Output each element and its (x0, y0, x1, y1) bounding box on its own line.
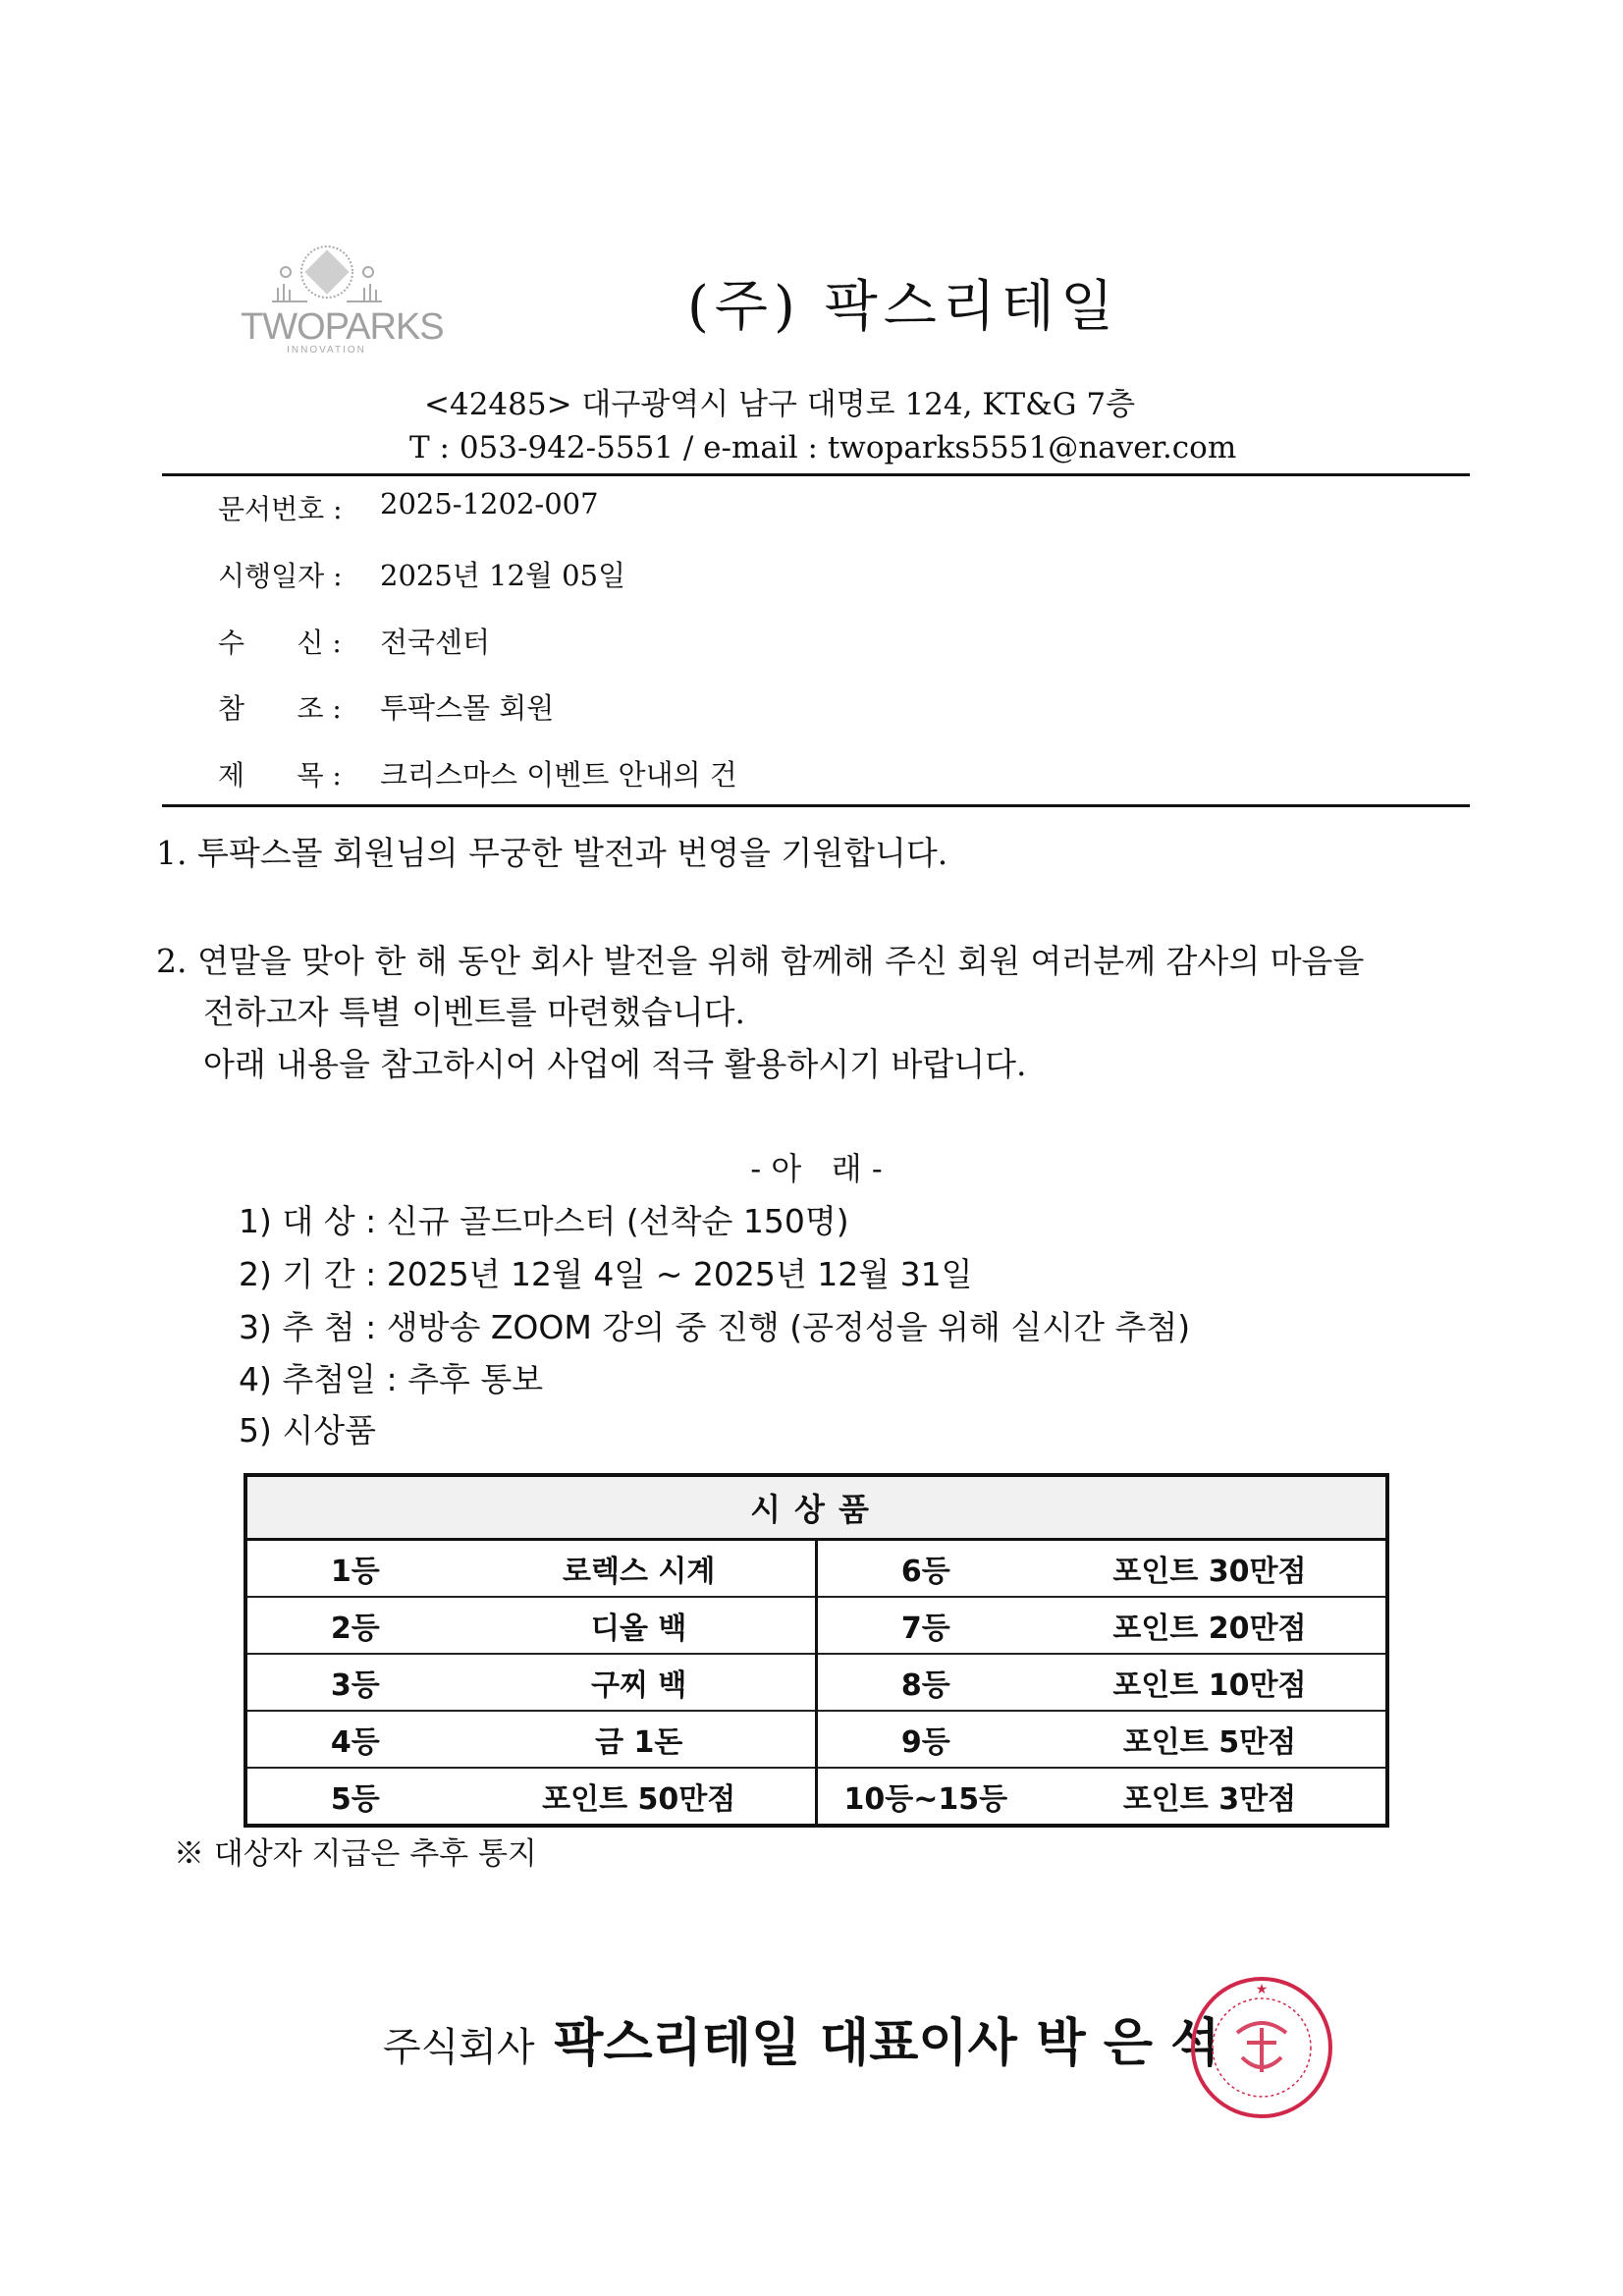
signature-line (383, 2001, 1219, 2075)
paragraph-2-line-3: 아래 내용을 참고하시어 사업에 적극 활용하시기 바랍니다. (203, 1045, 1027, 1083)
company-seal-icon (1188, 1974, 1335, 2121)
prize-rank: 2등 (245, 1597, 463, 1654)
doc-number-value: 2025-1202-007 (380, 487, 599, 520)
prize-table (243, 1473, 1389, 1828)
logo-wordmark: TWOPARKS (241, 306, 444, 348)
prize-name: 포인트 30만점 (1034, 1540, 1387, 1598)
reference-value: 투팍스몰 회원 (380, 691, 555, 725)
reference-label: 참 조 : (218, 692, 342, 725)
prize-rank: 1등 (245, 1540, 463, 1598)
prize-name: 포인트 50만점 (463, 1768, 817, 1826)
prize-row (245, 1711, 1387, 1768)
issue-date-value: 2025년 12월 05일 (380, 559, 626, 592)
prize-name: 포인트 10만점 (1034, 1654, 1387, 1711)
item-target: 1) 대 상 : 신규 골드마스터 (선착순 150명) (239, 1202, 849, 1240)
subject-label: 제 목 : (218, 759, 342, 792)
prize-rank: 6등 (816, 1540, 1034, 1598)
prize-name: 디올 백 (463, 1597, 817, 1654)
signature-name: 박 은 석 (1036, 2014, 1220, 2073)
logo-subtext: INNOVATION (287, 345, 366, 355)
prize-table-header: 시상품 (245, 1475, 1387, 1540)
prize-name: 포인트 3만점 (1034, 1768, 1387, 1826)
prize-rank: 7등 (816, 1597, 1034, 1654)
paragraph-2-line-2: 전하고자 특별 이벤트를 마련했습니다. (203, 993, 746, 1031)
recipient-value: 전국센터 (380, 626, 491, 659)
meta-divider (162, 804, 1470, 807)
header-divider (162, 473, 1470, 476)
logo-emblem-icon (268, 241, 386, 309)
subject-value: 크리스마스 이벤트 안내의 건 (380, 758, 737, 792)
payment-note: ※ 대상자 지급은 추후 통지 (174, 1836, 537, 1872)
company-address: <42485> 대구광역시 남구 대명로 124, KT&G 7층 (424, 387, 1136, 422)
prize-rank: 3등 (245, 1654, 463, 1711)
item-prizes: 5) 시상품 (239, 1411, 376, 1449)
prize-row (245, 1768, 1387, 1826)
issue-date-label: 시행일자 : (218, 560, 343, 592)
paragraph-1: 1. 투팍스몰 회원님의 무궁한 발전과 번영을 기원합니다. (156, 834, 948, 872)
prize-row (245, 1540, 1387, 1598)
prize-rank: 8등 (816, 1654, 1034, 1711)
prize-name: 포인트 20만점 (1034, 1597, 1387, 1654)
prize-row (245, 1597, 1387, 1654)
prize-rank: 5등 (245, 1768, 463, 1826)
signature-company: 팍스리테일 (554, 2014, 801, 2073)
prize-rank: 10등~15등 (816, 1768, 1034, 1826)
prize-name: 로렉스 시계 (463, 1540, 817, 1598)
company-contact: T : 053-942-5551 / e-mail : twoparks5551@naver.com (409, 430, 1237, 465)
company-title: (주) 팍스리테일 (687, 275, 1120, 339)
signature-role: 대표이사 (819, 2014, 1017, 2073)
item-draw-date: 4) 추첨일 : 추후 통보 (239, 1360, 544, 1398)
doc-number-label: 문서번호 : (218, 493, 343, 525)
prize-row (245, 1654, 1387, 1711)
prize-rank: 9등 (816, 1711, 1034, 1768)
paragraph-2-line-1: 2. 연말을 맞아 한 해 동안 회사 발전을 위해 함께해 주신 회원 여러분께 감사의 마음을 (156, 942, 1365, 980)
prize-name: 구찌 백 (463, 1654, 817, 1711)
prize-name: 포인트 5만점 (1034, 1711, 1387, 1768)
prize-name: 금 1돈 (463, 1711, 817, 1768)
svg-text:★: ★ (1255, 1982, 1269, 1997)
item-period: 2) 기 간 : 2025년 12월 4일 ~ 2025년 12월 31일 (239, 1255, 973, 1293)
prize-rank: 4등 (245, 1711, 463, 1768)
recipient-label: 수 신 : (218, 627, 342, 659)
company-logo (241, 241, 444, 356)
signature-prefix: 주식회사 (383, 2025, 535, 2070)
below-heading: - 아 래 - (750, 1150, 883, 1187)
item-draw: 3) 추 첨 : 생방송 ZOOM 강의 중 진행 (공정성을 위해 실시간 추첨) (239, 1308, 1191, 1346)
